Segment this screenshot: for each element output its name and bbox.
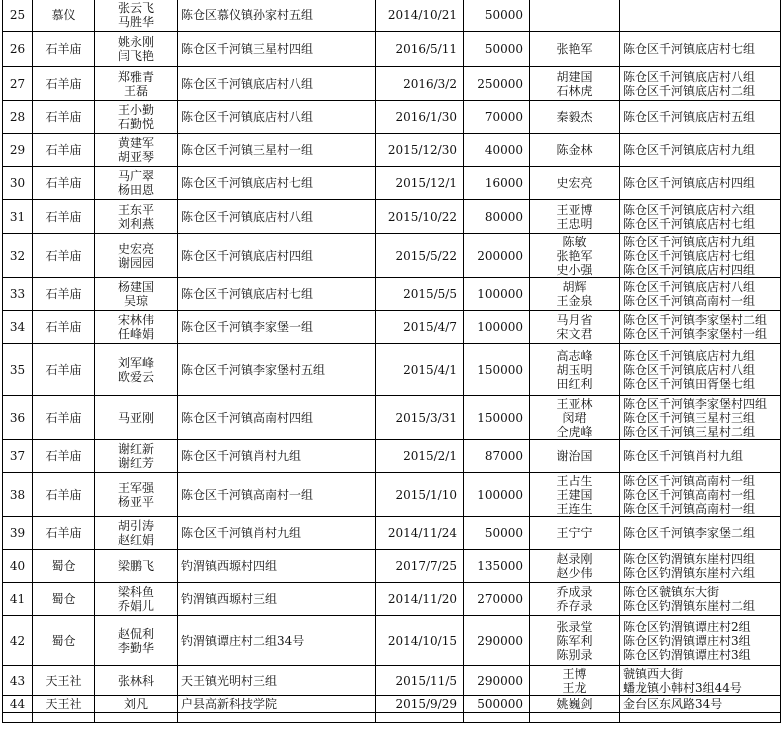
- seller-addresses: [620, 134, 781, 167]
- seller-names: [530, 278, 620, 311]
- buyer-name-line: 马亚刚: [117, 410, 154, 425]
- seller-addresse-line: 虢镇西大街: [623, 666, 684, 681]
- town-name: 石羊庙: [33, 67, 95, 101]
- row-number: 29: [3, 134, 33, 167]
- buyer-name-line: 闫飞艳: [117, 49, 154, 63]
- seller-addresses: [620, 616, 781, 666]
- seller-addresses: [620, 666, 781, 696]
- seller-name-line: 石林虎: [556, 83, 593, 98]
- seller-name-line: 赵录刚: [556, 552, 593, 566]
- seller-addresse-line: 陈仓区千河镇高南村一组: [623, 473, 756, 488]
- seller-addresses: [620, 344, 781, 396]
- buyer-name-line: 欧爱云: [117, 369, 154, 384]
- seller-addresse-line: 陈仓区千河镇底店村八组: [623, 69, 756, 84]
- buyer-name-line: 王东平: [117, 202, 154, 217]
- transaction-date: 2017/7/25: [376, 550, 464, 583]
- buyer-name-line: 张林科: [117, 673, 154, 688]
- buyer-name-line: 史宏亮: [117, 241, 154, 256]
- buyer-name-line: 胡亚琴: [117, 150, 154, 164]
- seller-addresses: [620, 234, 781, 278]
- seller-names: [530, 713, 620, 723]
- seller-addresse-line: 陈仓区千河镇底店村九组: [623, 348, 756, 363]
- transaction-amount: 16000: [464, 167, 530, 200]
- town-name: 石羊庙: [33, 311, 95, 344]
- seller-addresse-line: 陈仓区千河镇田胥堡七组: [623, 376, 756, 391]
- table-row: [3, 67, 781, 101]
- seller-addresse-line: 陈仓区千河镇三星村三组: [623, 410, 756, 425]
- table-row: [3, 396, 781, 440]
- table-row: [3, 311, 781, 344]
- seller-addresses: [620, 311, 781, 344]
- seller-addresse-line: 陈仓区千河镇底店村四组: [623, 176, 756, 190]
- buyer-names: [95, 167, 178, 200]
- town-name: 蜀仓: [33, 550, 95, 583]
- buyer-names: [95, 713, 178, 723]
- table-row: [3, 550, 781, 583]
- transaction-date: 2015/4/7: [376, 311, 464, 344]
- transaction-amount: 150000: [464, 344, 530, 396]
- buyer-address: 陈仓区千河镇底店村八组: [178, 200, 376, 234]
- transaction-date: 2015/9/29: [376, 696, 464, 713]
- buyer-names: [95, 550, 178, 583]
- town-name: 石羊庙: [33, 396, 95, 440]
- seller-name-line: 田红利: [556, 376, 593, 391]
- seller-addresse-line: 陈仓区千河镇底店村九组: [623, 143, 756, 157]
- seller-name-line: 秦毅杰: [556, 110, 593, 124]
- seller-addresse-line: 陈仓区千河镇李家堡二组: [623, 526, 756, 540]
- table-row: [3, 200, 781, 234]
- town-name: 石羊庙: [33, 200, 95, 234]
- seller-addresse-line: 陈仓区千河镇高南村一组: [623, 487, 756, 502]
- buyer-address: 陈仓区千河镇底店村八组: [178, 101, 376, 134]
- buyer-name-line: 梁鹏飞: [117, 559, 154, 573]
- transaction-date: 2014/10/21: [376, 0, 464, 32]
- buyer-address: 陈仓区千河镇李家堡一组: [178, 311, 376, 344]
- seller-name-line: 王连生: [556, 501, 593, 516]
- table-row: [3, 278, 781, 311]
- transaction-amount: 250000: [464, 67, 530, 101]
- row-number: 36: [3, 396, 33, 440]
- transaction-table: [2, 0, 781, 723]
- transaction-date: 2015/2/1: [376, 440, 464, 473]
- table-row: [3, 167, 781, 200]
- buyer-names: [95, 32, 178, 67]
- seller-names: [530, 440, 620, 473]
- seller-addresse-line: 陈仓区钓渭镇谭庄村3组: [623, 647, 751, 662]
- transaction-amount: 150000: [464, 396, 530, 440]
- row-number: 43: [3, 666, 33, 696]
- seller-addresse-line: 陈仓区千河镇三星村二组: [623, 424, 756, 439]
- seller-addresse-line: 陈仓区千河镇底店村二组: [623, 83, 756, 98]
- buyer-names: [95, 666, 178, 696]
- seller-name-line: 王占生: [556, 473, 593, 488]
- seller-names: [530, 616, 620, 666]
- seller-names: [530, 396, 620, 440]
- seller-addresse-line: 蟠龙镇小韩村3组44号: [623, 680, 742, 695]
- seller-addresses: [620, 713, 781, 723]
- transaction-date: 2014/11/20: [376, 583, 464, 616]
- transaction-date: 2015/11/5: [376, 666, 464, 696]
- seller-addresse-line: 陈仓区钓渭镇谭庄村2组: [623, 619, 751, 634]
- seller-addresse-line: 陈仓区千河镇李家堡村二组: [623, 313, 768, 327]
- buyer-names: [95, 440, 178, 473]
- buyer-address: 天王镇光明村三组: [178, 666, 376, 696]
- buyer-address: 陈仓区慕仪镇孙家村五组: [178, 0, 376, 32]
- buyer-name-line: 任峰娟: [117, 327, 154, 341]
- seller-addresse-line: 陈仓区钓渭镇谭庄村3组: [623, 633, 751, 648]
- row-number: 35: [3, 344, 33, 396]
- seller-name-line: 宋文君: [556, 327, 593, 341]
- buyer-name-line: 吴琼: [123, 294, 148, 308]
- seller-names: [530, 517, 620, 550]
- town-name: [33, 713, 95, 723]
- seller-addresses: [620, 0, 781, 32]
- row-number: 39: [3, 517, 33, 550]
- table-row: [3, 473, 781, 517]
- buyer-name-line: 黄建军: [117, 136, 154, 150]
- town-name: 天王社: [33, 696, 95, 713]
- seller-name-line: 陈金林: [556, 143, 593, 157]
- buyer-name-line: 刘利燕: [117, 216, 154, 231]
- seller-addresse-line: 陈仓区千河镇底店村九组: [623, 234, 756, 249]
- transaction-amount: 80000: [464, 200, 530, 234]
- buyer-name-line: 梁科鱼: [117, 585, 154, 599]
- table-row: [3, 517, 781, 550]
- town-name: 石羊庙: [33, 278, 95, 311]
- buyer-name-line: 姚永刚: [117, 35, 154, 49]
- seller-addresses: [620, 101, 781, 134]
- buyer-address: 陈仓区千河镇李家堡村五组: [178, 344, 376, 396]
- seller-addresse-line: 陈仓区千河镇底店村六组: [623, 202, 756, 217]
- row-number: 33: [3, 278, 33, 311]
- buyer-name-line: 乔娟儿: [117, 599, 154, 613]
- row-number: 42: [3, 616, 33, 666]
- buyer-address: [178, 713, 376, 723]
- buyer-name-line: 刘军峰: [117, 355, 154, 370]
- buyer-names: [95, 517, 178, 550]
- seller-name-line: 王宁宁: [556, 526, 593, 540]
- row-number: 26: [3, 32, 33, 67]
- row-number: 34: [3, 311, 33, 344]
- buyer-name-line: 郑雅青: [117, 69, 154, 84]
- transaction-amount: 100000: [464, 311, 530, 344]
- seller-names: [530, 696, 620, 713]
- seller-addresse-line: 陈仓区千河镇高南村一组: [623, 501, 756, 516]
- table-row: [3, 32, 781, 67]
- seller-addresses: [620, 200, 781, 234]
- seller-addresse-line: 陈仓区千河镇底店村八组: [623, 280, 756, 294]
- seller-addresses: [620, 473, 781, 517]
- seller-addresse-line: 陈仓区钓渭镇东崖村六组: [623, 566, 756, 580]
- seller-name-line: 胡建国: [556, 69, 593, 84]
- transaction-amount: 50000: [464, 517, 530, 550]
- seller-name-line: 张录堂: [556, 619, 593, 634]
- table-row: [3, 440, 781, 473]
- seller-name-line: 乔成录: [556, 585, 593, 599]
- town-name: 石羊庙: [33, 440, 95, 473]
- buyer-name-line: 石勤悦: [117, 117, 154, 131]
- buyer-names: [95, 67, 178, 101]
- table-row: [3, 696, 781, 713]
- transaction-amount: 270000: [464, 583, 530, 616]
- seller-names: [530, 167, 620, 200]
- transaction-amount: [464, 713, 530, 723]
- seller-addresse-line: 陈仓区千河镇底店村八组: [623, 362, 756, 377]
- buyer-names: [95, 311, 178, 344]
- seller-name-line: 王亚林: [556, 396, 593, 411]
- seller-addresse-line: 陈仓区千河镇李家堡村一组: [623, 327, 768, 341]
- buyer-address: 钓渭镇西塬村四组: [178, 550, 376, 583]
- seller-name-line: 谢治国: [556, 449, 593, 463]
- transaction-amount: 100000: [464, 278, 530, 311]
- buyer-name-line: 王军强: [117, 480, 154, 495]
- seller-names: [530, 666, 620, 696]
- buyer-address: 陈仓区千河镇高南村四组: [178, 396, 376, 440]
- buyer-name-line: 李勤华: [117, 640, 154, 655]
- buyer-name-line: 赵侃利: [117, 626, 154, 641]
- buyer-names: [95, 234, 178, 278]
- transaction-amount: 40000: [464, 134, 530, 167]
- seller-names: [530, 32, 620, 67]
- row-number: 37: [3, 440, 33, 473]
- town-name: 蜀仓: [33, 583, 95, 616]
- transaction-amount: 50000: [464, 32, 530, 67]
- seller-addresses: [620, 550, 781, 583]
- seller-addresse-line: 陈仓区虢镇东大街: [623, 585, 720, 599]
- seller-name-line: 陈军利: [556, 633, 593, 648]
- row-number: 31: [3, 200, 33, 234]
- buyer-names: [95, 696, 178, 713]
- buyer-name-line: 刘凡: [123, 697, 148, 711]
- buyer-address: 陈仓区千河镇底店村七组: [178, 167, 376, 200]
- row-number: 25: [3, 0, 33, 32]
- row-number: 27: [3, 67, 33, 101]
- seller-name-line: 胡辉: [562, 280, 587, 294]
- town-name: 石羊庙: [33, 517, 95, 550]
- buyer-address: 户县高新科技学院: [178, 696, 376, 713]
- buyer-name-line: 谢红芳: [117, 456, 154, 470]
- town-name: 石羊庙: [33, 101, 95, 134]
- buyer-name-line: 宋林伟: [117, 313, 154, 327]
- table-row: [3, 134, 781, 167]
- buyer-name-line: 王磊: [123, 83, 148, 98]
- seller-addresses: [620, 167, 781, 200]
- buyer-name-line: 张云飞: [117, 1, 154, 15]
- seller-name-line: 王博: [562, 666, 587, 681]
- transaction-date: 2016/5/11: [376, 32, 464, 67]
- buyer-address: 陈仓区千河镇高南村一组: [178, 473, 376, 517]
- seller-name-line: 陈敏: [562, 234, 587, 249]
- buyer-address: 陈仓区千河镇底店村八组: [178, 67, 376, 101]
- seller-name-line: 胡玉明: [556, 362, 593, 377]
- seller-names: [530, 0, 620, 32]
- seller-addresses: [620, 396, 781, 440]
- buyer-names: [95, 278, 178, 311]
- transaction-date: [376, 713, 464, 723]
- seller-addresse-line: 金台区东风路34号: [623, 697, 723, 711]
- seller-addresses: [620, 67, 781, 101]
- seller-addresse-line: 陈仓区千河镇底店村七组: [623, 216, 756, 231]
- town-name: 石羊庙: [33, 32, 95, 67]
- buyer-name-line: 杨亚平: [117, 494, 154, 509]
- seller-name-line: 马月省: [556, 313, 593, 327]
- table-row: [3, 583, 781, 616]
- seller-addresses: [620, 517, 781, 550]
- town-name: 石羊庙: [33, 344, 95, 396]
- town-name: 慕仪: [33, 0, 95, 32]
- buyer-names: [95, 344, 178, 396]
- buyer-address: 陈仓区千河镇三星村一组: [178, 134, 376, 167]
- seller-addresse-line: 陈仓区千河镇底店村四组: [623, 262, 756, 277]
- seller-addresse-line: 陈仓区钓渭镇东崖村四组: [623, 552, 756, 566]
- transaction-amount: 87000: [464, 440, 530, 473]
- seller-name-line: 张艳军: [556, 42, 593, 56]
- row-number: 28: [3, 101, 33, 134]
- transaction-amount: 100000: [464, 473, 530, 517]
- buyer-names: [95, 473, 178, 517]
- seller-names: [530, 234, 620, 278]
- row-number: 38: [3, 473, 33, 517]
- transaction-date: 2015/12/30: [376, 134, 464, 167]
- buyer-name-line: 赵红娟: [117, 533, 154, 547]
- seller-addresses: [620, 583, 781, 616]
- table-row: [3, 234, 781, 278]
- seller-name-line: 王金泉: [556, 294, 593, 308]
- seller-addresses: [620, 278, 781, 311]
- seller-name-line: 高志峰: [556, 348, 593, 363]
- buyer-name-line: 马广翠: [117, 169, 154, 183]
- buyer-address: 陈仓区千河镇肖村九组: [178, 440, 376, 473]
- transaction-date: 2014/10/15: [376, 616, 464, 666]
- buyer-name-line: 马胜华: [117, 15, 154, 29]
- town-name: 石羊庙: [33, 473, 95, 517]
- table-row: [3, 101, 781, 134]
- buyer-name-line: 谢园园: [117, 255, 154, 270]
- row-number: 40: [3, 550, 33, 583]
- transaction-amount: 500000: [464, 696, 530, 713]
- town-name: 石羊庙: [33, 134, 95, 167]
- seller-names: [530, 344, 620, 396]
- row-number: 32: [3, 234, 33, 278]
- buyer-address: 陈仓区千河镇底店村七组: [178, 278, 376, 311]
- transaction-amount: 200000: [464, 234, 530, 278]
- seller-name-line: 王龙: [562, 680, 587, 695]
- row-number: 44: [3, 696, 33, 713]
- buyer-name-line: 胡引涛: [117, 519, 154, 533]
- seller-addresse-line: 陈仓区千河镇底店村七组: [623, 42, 756, 56]
- town-name: 石羊庙: [33, 167, 95, 200]
- transaction-date: 2015/12/1: [376, 167, 464, 200]
- seller-names: [530, 101, 620, 134]
- buyer-address: 钓渭镇谭庄村二组34号: [178, 616, 376, 666]
- seller-name-line: 史小强: [556, 262, 593, 277]
- transaction-date: 2014/11/24: [376, 517, 464, 550]
- table-row: [3, 713, 781, 723]
- seller-name-line: 乔存录: [556, 599, 593, 613]
- seller-name-line: 王建国: [556, 487, 593, 502]
- buyer-name-line: 王小勤: [117, 103, 154, 117]
- buyer-names: [95, 396, 178, 440]
- row-number: 41: [3, 583, 33, 616]
- seller-addresse-line: 陈仓区千河镇李家堡村四组: [623, 396, 768, 411]
- seller-names: [530, 550, 620, 583]
- transaction-date: 2015/5/22: [376, 234, 464, 278]
- buyer-address: 陈仓区千河镇三星村四组: [178, 32, 376, 67]
- table-row: [3, 0, 781, 32]
- buyer-names: [95, 0, 178, 32]
- table-body: [3, 0, 781, 723]
- seller-addresse-line: 陈仓区千河镇肖村九组: [623, 449, 744, 463]
- seller-addresses: [620, 440, 781, 473]
- buyer-name-line: 杨建国: [117, 280, 154, 294]
- seller-name-line: 仝虎峰: [556, 424, 593, 439]
- buyer-names: [95, 101, 178, 134]
- seller-names: [530, 473, 620, 517]
- seller-name-line: 王亚博: [556, 202, 593, 217]
- seller-names: [530, 134, 620, 167]
- seller-name-line: 闵珺: [562, 410, 587, 425]
- seller-addresses: [620, 32, 781, 67]
- transaction-date: 2015/1/10: [376, 473, 464, 517]
- row-number: 30: [3, 167, 33, 200]
- buyer-names: [95, 134, 178, 167]
- seller-addresse-line: 陈仓区千河镇高南村一组: [623, 294, 756, 308]
- buyer-address: 陈仓区千河镇底店村四组: [178, 234, 376, 278]
- row-number: [3, 713, 33, 723]
- seller-names: [530, 583, 620, 616]
- transaction-amount: 135000: [464, 550, 530, 583]
- buyer-names: [95, 616, 178, 666]
- buyer-names: [95, 583, 178, 616]
- buyer-name-line: 谢红新: [117, 442, 154, 456]
- transaction-date: 2015/10/22: [376, 200, 464, 234]
- transaction-date: 2015/3/31: [376, 396, 464, 440]
- buyer-address: 陈仓区千河镇肖村九组: [178, 517, 376, 550]
- seller-names: [530, 67, 620, 101]
- buyer-names: [95, 200, 178, 234]
- table-row: [3, 616, 781, 666]
- seller-addresse-line: 陈仓区千河镇底店村七组: [623, 248, 756, 263]
- transaction-date: 2015/4/1: [376, 344, 464, 396]
- transaction-amount: 70000: [464, 101, 530, 134]
- table-row: [3, 344, 781, 396]
- seller-name-line: 姚巍剑: [556, 697, 593, 711]
- town-name: 石羊庙: [33, 234, 95, 278]
- seller-name-line: 张艳军: [556, 248, 593, 263]
- buyer-name-line: 杨田恩: [117, 183, 154, 197]
- town-name: 蜀仓: [33, 616, 95, 666]
- seller-name-line: 王忠明: [556, 216, 593, 231]
- seller-name-line: 史宏亮: [556, 176, 593, 190]
- transaction-amount: 290000: [464, 666, 530, 696]
- seller-name-line: 陈别录: [556, 647, 593, 662]
- seller-addresse-line: 陈仓区钓渭镇东崖村二组: [623, 599, 756, 613]
- seller-names: [530, 311, 620, 344]
- seller-addresses: [620, 696, 781, 713]
- table-row: [3, 666, 781, 696]
- transaction-date: 2016/1/30: [376, 101, 464, 134]
- transaction-amount: 290000: [464, 616, 530, 666]
- transaction-date: 2016/3/2: [376, 67, 464, 101]
- buyer-address: 钓渭镇西塬村三组: [178, 583, 376, 616]
- transaction-amount: 50000: [464, 0, 530, 32]
- transaction-date: 2015/5/5: [376, 278, 464, 311]
- seller-addresse-line: 陈仓区千河镇底店村五组: [623, 110, 756, 124]
- town-name: 天王社: [33, 666, 95, 696]
- seller-name-line: 赵少伟: [556, 566, 593, 580]
- seller-names: [530, 200, 620, 234]
